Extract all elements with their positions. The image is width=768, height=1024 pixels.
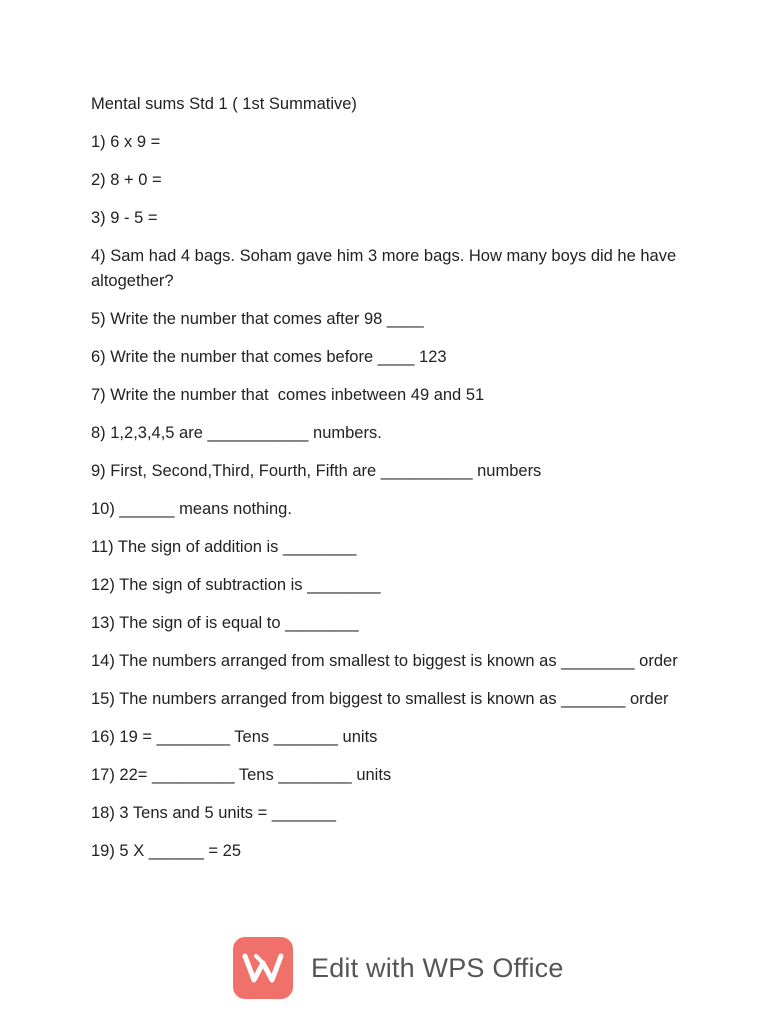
wps-office-logo-icon: [233, 937, 293, 999]
question-9: 9) First, Second,Third, Fourth, Fifth are __________ numbers: [91, 462, 542, 480]
question-12: 12) The sign of subtraction is ________: [91, 576, 381, 594]
question-18: 18) 3 Tens and 5 units = _______: [91, 804, 337, 822]
question-2: 2) 8 + 0 =: [91, 171, 162, 189]
question-5: 5) Write the number that comes after 98 ____: [91, 310, 424, 328]
question-6: 6) Write the number that comes before ____ 123: [91, 348, 447, 366]
wps-watermark[interactable]: [233, 937, 564, 999]
question-11: 11) The sign of addition is ________: [91, 538, 357, 556]
question-13: 13) The sign of is equal to ________: [91, 614, 359, 632]
document-title: Mental sums Std 1 ( 1st Summative): [91, 95, 357, 113]
question-17: 17) 22= _________ Tens ________ units: [91, 766, 392, 784]
question-7: 7) Write the number that comes inbetween 49 and 51: [91, 386, 485, 404]
question-10: 10) ______ means nothing.: [91, 500, 292, 518]
question-4: 4) Sam had 4 bags. Soham gave him 3 more bags. How many boys did he have altogether?: [91, 247, 681, 290]
wps-w-glyph-icon: [242, 951, 284, 985]
question-15: 15) The numbers arranged from biggest to smallest is known as _______ order: [91, 690, 669, 708]
wps-edit-label: Edit with WPS Office: [311, 952, 564, 983]
question-1: 1) 6 x 9 =: [91, 133, 161, 151]
question-16: 16) 19 = ________ Tens _______ units: [91, 728, 378, 746]
question-3: 3) 9 - 5 =: [91, 209, 158, 227]
question-19: 19) 5 X ______ = 25: [91, 842, 241, 860]
document-body: [91, 92, 691, 877]
question-8: 8) 1,2,3,4,5 are ___________ numbers.: [91, 424, 382, 442]
question-14: 14) The numbers arranged from smallest to biggest is known as ________ order: [91, 652, 678, 670]
